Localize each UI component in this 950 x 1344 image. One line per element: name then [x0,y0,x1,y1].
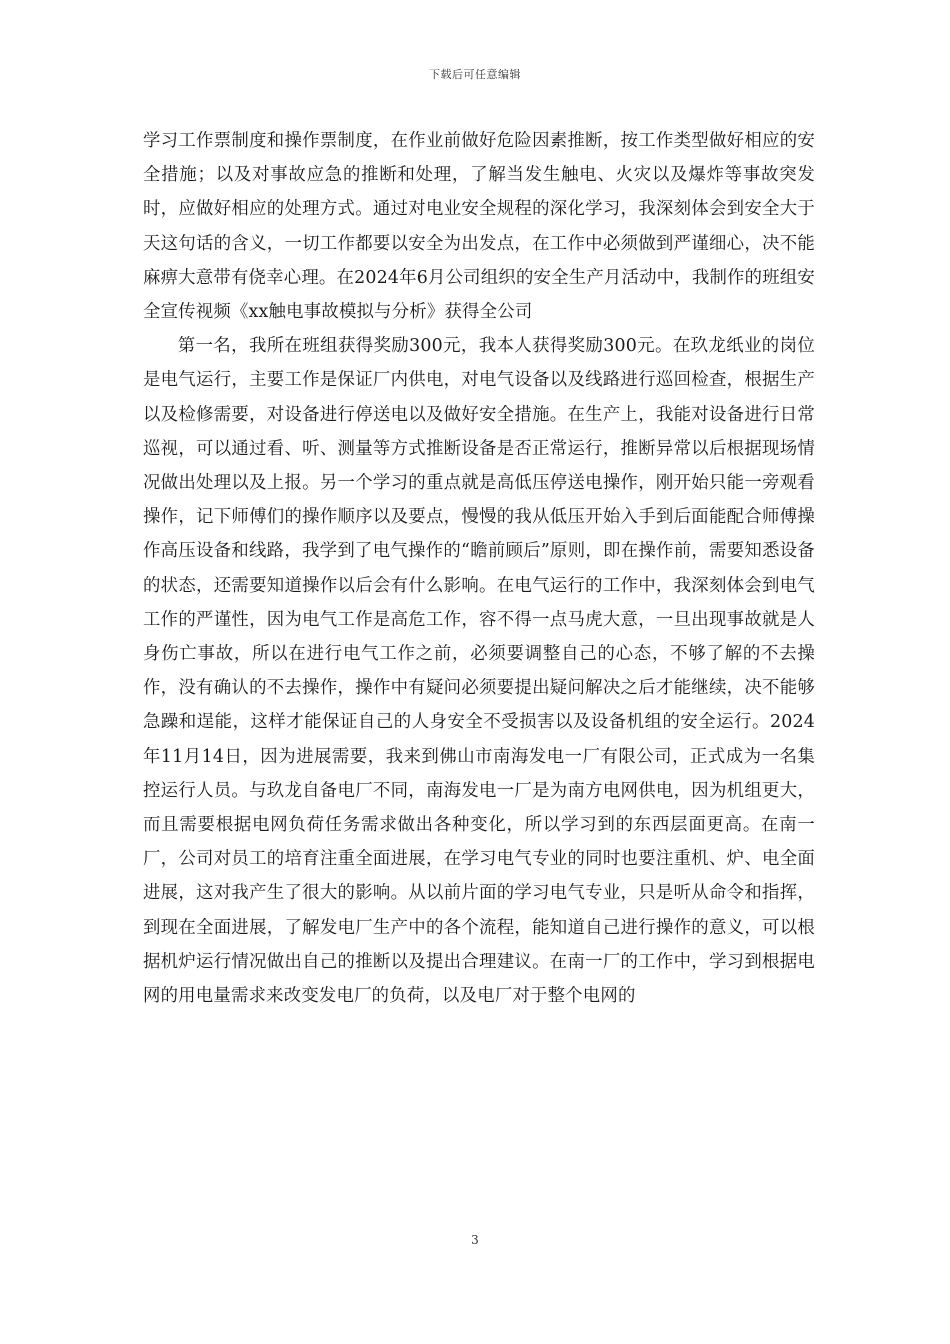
paragraph-continuation: 学习工作票制度和操作票制度，在作业前做好危险因素推断，按工作类型做好相应的安全措施；以及对事故应急的推断和处理，了解当发生触电、火灾以及爆炸等事故突发时，应做好相应的处理方式。通过对电业安全规程的深化学习，我深刻体会到安全大于天这句话的含义，一切工作都要以安全为出发点，在工作中必须做到严谨细心，决不能麻痹大意带有侥幸心理。在2024年6月公司组织的安全生产月活动中，我制作的班组安全宣传视频《xx触电事故模拟与分析》获得全公司 [143,131,815,323]
page-header: 下载后可任意编辑 [429,68,521,81]
page-number: 3 [471,1233,479,1247]
paragraph-main: 第一名，我所在班组获得奖励300元，我本人获得奖励300元。在玖龙纸业的岗位是电气运行，主要工作是保证厂内供电，对电气设备以及线路进行巡回检查，根据生产以及检修需要，对设备进行停送电以及做好安全措施。在生产上，我能对设备进行日常巡视，可以通过看、听、测量等方式推断设备是否正常运行，推断异常以后根据现场情况做出处理以及上报。另一个学习的重点就是高低压停送电操作，刚开始只能一旁观看操作，记下师傅们的操作顺序以及要点，慢慢的我从低压开始入手到后面能配合师傅操作高压设备和线路，我学到了电气操作的“瞻前顾后”原则，即在操作前，需要知悉设备的状态，还需要知道操作以后会有什么影响。在电气运行的工作中，我深刻体会到电气工作的严谨性，因为电气工作是高危工作，容不得一点马虎大意，一旦出现事故就是人身伤亡事故，所以在进行电气工作之前，必须要调整自己的心态，不够了解的不去操作，没有确认的不去操作，操作中有疑问必须要提出疑问解决之后才能继续，决不能够急躁和逞能，这样才能保证自己的人身安全不受损害以及设备机组的安全运行。2024年11月14日，因为进展需要，我来到佛山市南海发电一厂有限公司，正式成为一名集控运行人员。与玖龙自备电厂不同，南海发电一厂是为南方电网供电，因为机组更大，而且需要根据电网负荷任务需求做出各种变化，所以学习到的东西层面更高。在南一厂，公司对员工的培育注重全面进展，在学习电气专业的同时也要注重机、炉、电全面进展，这对我产生了很大的影响。从以前片面的学习电气专业，只是听从命令和指挥，到现在全面进展，了解发电厂生产中的各个流程，能知道自己进行操作的意义，可以根据机炉运行情况做出自己的推断以及提出合理建议。在南一厂的工作中，学习到根据电网的用电量需求来改变发电厂的负荷，以及电厂对于整个电网的 [143,336,815,1007]
document-body [143,124,815,1013]
